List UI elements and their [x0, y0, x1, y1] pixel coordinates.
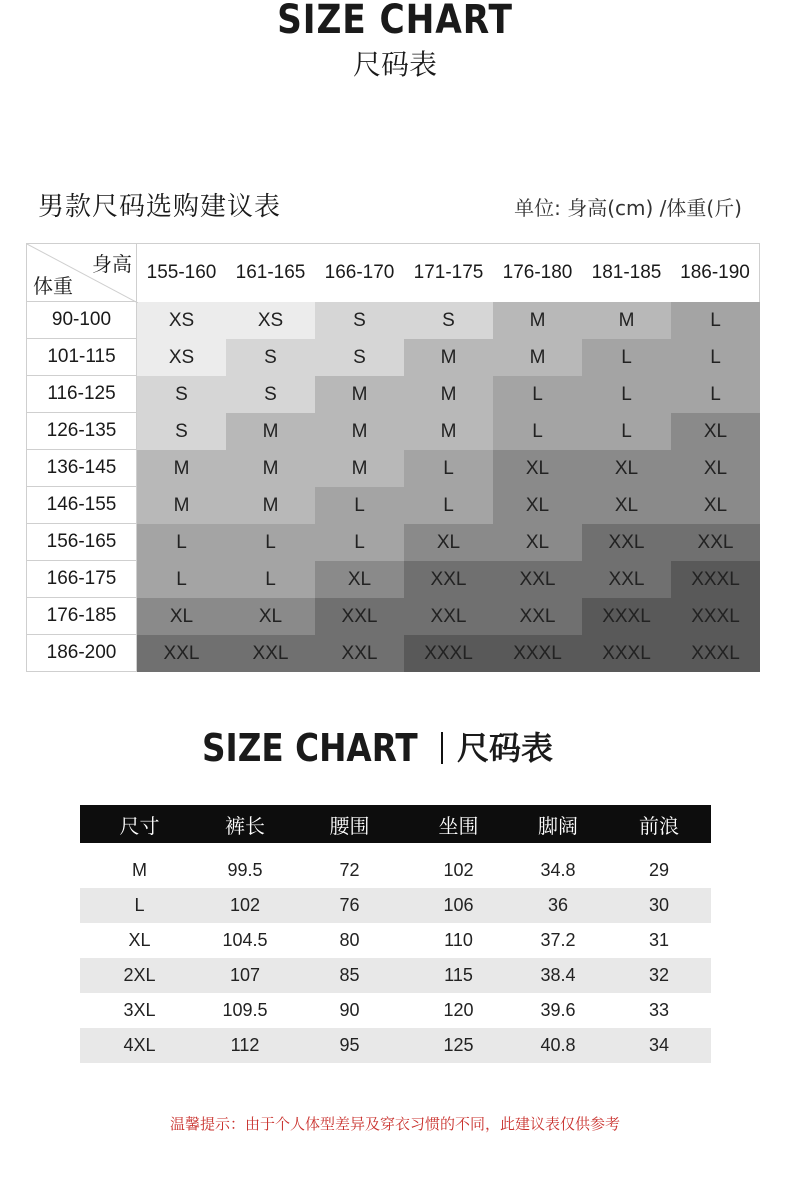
size-recommendation-grid	[26, 243, 764, 672]
height-column-header: 186-190	[671, 243, 760, 302]
table-cell: 34	[648, 1035, 670, 1055]
height-column-header: 166-170	[315, 243, 404, 302]
table-row	[80, 923, 711, 958]
page-title-cn: 尺码表	[352, 48, 437, 81]
size-cell: XXL	[404, 598, 493, 635]
table-cell: 29	[648, 860, 670, 880]
size-cell: XL	[493, 450, 582, 487]
size-cell: M	[226, 487, 315, 524]
table-cell: 125	[443, 1035, 474, 1055]
table-cell: 39.6	[540, 1000, 576, 1020]
size-cell: M	[404, 339, 493, 376]
weight-row-header: 176-185	[26, 598, 137, 635]
table-cell: 112	[230, 1035, 260, 1055]
measurement-table	[80, 805, 711, 1063]
size-cell: XXXL	[671, 561, 760, 598]
corner-weight-label: 体重	[33, 274, 73, 298]
size-cell: XXL	[493, 561, 582, 598]
size-cell: M	[315, 413, 404, 450]
table-cell: 107	[229, 965, 261, 985]
table-cell: XL	[128, 930, 151, 950]
page-title-en: SIZE CHART	[277, 0, 513, 43]
table-row	[80, 853, 711, 888]
table-cell: 80	[339, 930, 360, 950]
height-column-header: 181-185	[582, 243, 671, 302]
grid-corner-header	[26, 243, 137, 302]
table-cell: 99.5	[227, 860, 263, 880]
table-row	[80, 958, 711, 993]
table-cell: 37.2	[540, 930, 576, 950]
measurement-column-header: 腰围	[329, 813, 370, 838]
size-cell: XL	[582, 450, 671, 487]
size-cell: XXXL	[582, 635, 671, 672]
size-cell: L	[582, 376, 671, 413]
weight-row-header: 146-155	[26, 487, 137, 524]
size-cell: M	[226, 450, 315, 487]
table-cell: 95	[339, 1035, 360, 1055]
table-cell: 102	[229, 895, 261, 915]
weight-row-header: 166-175	[26, 561, 137, 598]
size-cell: XL	[671, 450, 760, 487]
size-cell: XXL	[404, 561, 493, 598]
size-cell: XXXL	[671, 598, 760, 635]
size-cell: XXL	[315, 635, 404, 672]
size-cell: M	[404, 413, 493, 450]
size-cell: S	[226, 376, 315, 413]
table-row	[80, 993, 711, 1028]
size-cell: XL	[493, 524, 582, 561]
size-cell: L	[582, 413, 671, 450]
table-cell: 4XL	[123, 1035, 156, 1055]
measurement-column-header: 前浪	[639, 813, 679, 838]
size-cell: L	[493, 376, 582, 413]
size-cell: XXXL	[404, 635, 493, 672]
size-cell: L	[493, 413, 582, 450]
size-cell: XL	[137, 598, 226, 635]
size-cell: M	[493, 339, 582, 376]
size-cell: M	[493, 302, 582, 339]
size-cell: L	[226, 524, 315, 561]
unit-note: 单位: 身高(cm) /体重(斤)	[514, 196, 742, 220]
table-cell: 38.4	[540, 965, 576, 985]
size-cell: L	[315, 487, 404, 524]
weight-row-header: 186-200	[26, 635, 137, 672]
table-cell: 30	[648, 895, 670, 915]
disclaimer-note: 温馨提示：由于个人体型差异及穿衣习惯的不同，此建议表仅供参考	[169, 1115, 620, 1133]
table-cell: 120	[443, 1000, 474, 1020]
size-cell: XS	[137, 302, 226, 339]
weight-row-header: 136-145	[26, 450, 137, 487]
measurement-table-body	[80, 853, 711, 1063]
measurement-table-header	[80, 805, 711, 843]
title-divider	[441, 732, 443, 764]
table-cell: 115	[444, 965, 473, 985]
size-cell: XXL	[137, 635, 226, 672]
size-cell: L	[137, 524, 226, 561]
table-cell: 102	[443, 860, 474, 880]
table-cell: 2XL	[123, 965, 156, 985]
size-cell: XL	[226, 598, 315, 635]
size-cell: S	[315, 302, 404, 339]
table-row	[80, 1028, 711, 1063]
size-cell: L	[404, 487, 493, 524]
height-column-header: 161-165	[226, 243, 315, 302]
size-cell: S	[226, 339, 315, 376]
weight-row-header: 156-165	[26, 524, 137, 561]
size-cell: L	[671, 339, 760, 376]
measure-title-en: SIZE CHART	[202, 726, 418, 770]
size-cell: XS	[226, 302, 315, 339]
table-cell: 110	[444, 930, 473, 950]
weight-row-header: 126-135	[26, 413, 137, 450]
size-cell: XL	[493, 487, 582, 524]
size-cell: XL	[404, 524, 493, 561]
measure-title-cn: 尺码表	[457, 729, 554, 767]
size-guide-title: 男款尺码选购建议表	[38, 192, 282, 222]
measurement-column-header: 尺寸	[119, 813, 160, 838]
corner-height-label: 身高	[92, 252, 132, 276]
size-cell: S	[137, 376, 226, 413]
table-cell: 72	[339, 860, 360, 880]
table-cell: 90	[339, 1000, 360, 1020]
weight-row-header: 116-125	[26, 376, 137, 413]
measurement-column-header: 裤长	[225, 813, 265, 838]
header-gap	[80, 843, 711, 853]
table-cell: 36	[547, 895, 569, 915]
height-column-header: 176-180	[493, 243, 582, 302]
size-cell: XS	[137, 339, 226, 376]
size-cell: XXL	[671, 524, 760, 561]
table-row	[80, 888, 711, 923]
table-cell: 34.8	[540, 860, 576, 880]
size-cell: S	[404, 302, 493, 339]
size-cell: XL	[671, 413, 760, 450]
table-cell: 109.5	[222, 1000, 268, 1020]
size-cell: M	[226, 413, 315, 450]
table-cell: 106	[443, 895, 474, 915]
size-cell: XL	[582, 487, 671, 524]
size-cell: S	[315, 339, 404, 376]
size-cell: L	[582, 339, 671, 376]
size-cell: M	[582, 302, 671, 339]
size-cell: M	[404, 376, 493, 413]
size-cell: M	[315, 376, 404, 413]
size-cell: XL	[315, 561, 404, 598]
table-cell: 32	[648, 965, 670, 985]
size-cell: XXXL	[582, 598, 671, 635]
weight-row-header: 101-115	[26, 339, 137, 376]
size-cell: XXL	[315, 598, 404, 635]
table-cell: 3XL	[123, 1000, 156, 1020]
table-cell: 85	[339, 965, 360, 985]
size-cell: M	[315, 450, 404, 487]
measurement-column-header: 脚阔	[538, 813, 578, 838]
size-cell: XXL	[582, 561, 671, 598]
table-cell: 76	[339, 895, 360, 915]
table-cell: 31	[648, 930, 670, 950]
size-cell: XL	[671, 487, 760, 524]
table-cell: 33	[648, 1000, 670, 1020]
table-cell: 40.8	[540, 1035, 576, 1055]
height-column-header: 155-160	[137, 243, 226, 302]
table-cell: M	[132, 860, 147, 880]
measurement-column-header: 坐围	[438, 813, 479, 838]
size-cell: XXL	[582, 524, 671, 561]
size-cell: S	[137, 413, 226, 450]
size-cell: L	[226, 561, 315, 598]
size-cell: L	[671, 302, 760, 339]
table-cell: 104.5	[222, 930, 268, 950]
size-cell: XXXL	[671, 635, 760, 672]
size-cell: L	[137, 561, 226, 598]
height-column-header: 171-175	[404, 243, 493, 302]
size-cell: L	[315, 524, 404, 561]
size-cell: XXXL	[493, 635, 582, 672]
size-cell: L	[404, 450, 493, 487]
weight-row-header: 90-100	[26, 302, 137, 339]
size-cell: L	[671, 376, 760, 413]
size-cell: M	[137, 487, 226, 524]
size-cell: XXL	[493, 598, 582, 635]
table-cell: L	[134, 895, 145, 915]
size-cell: M	[137, 450, 226, 487]
size-cell: XXL	[226, 635, 315, 672]
